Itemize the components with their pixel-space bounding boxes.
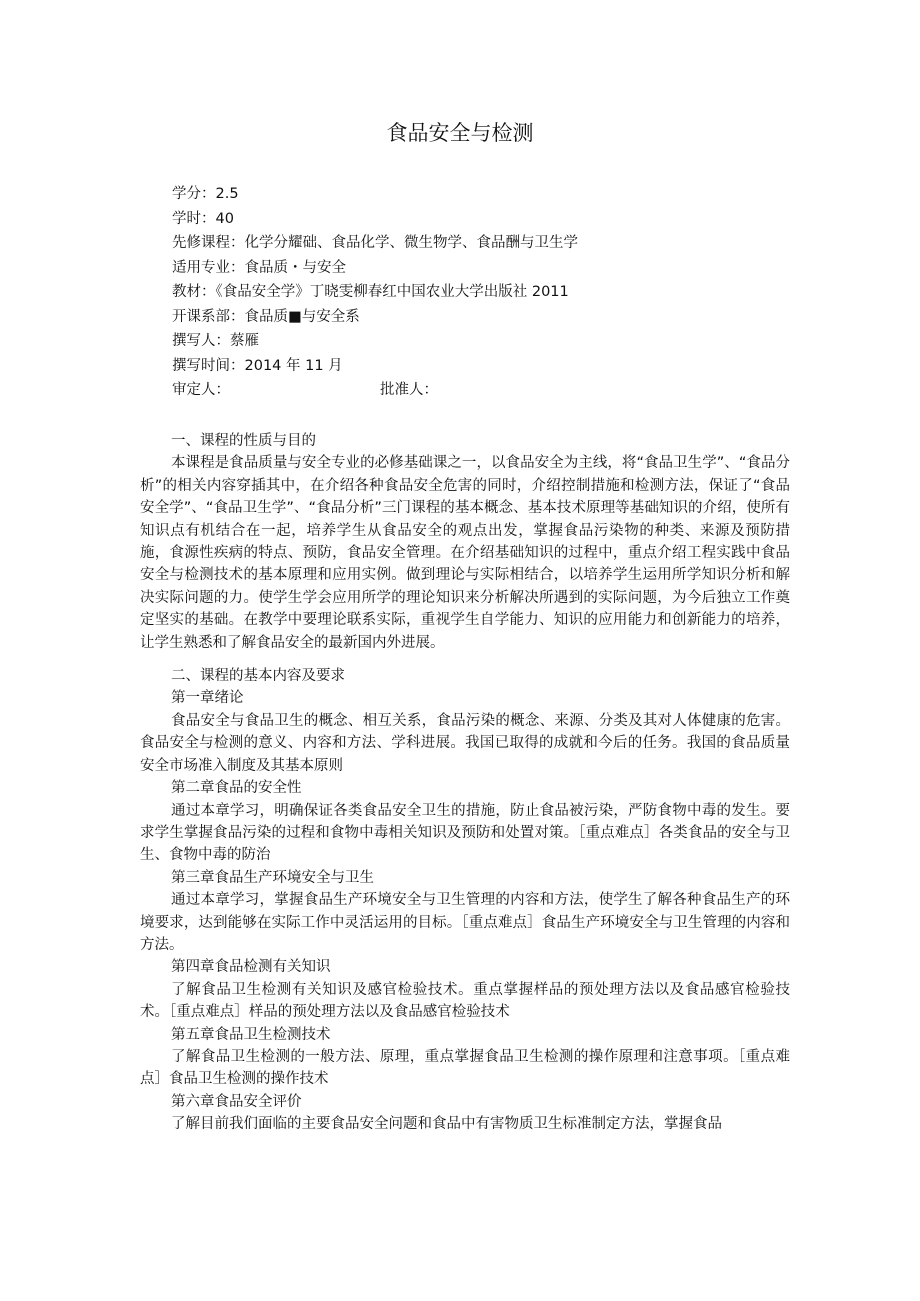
chapter-title: 第四章食品检测有关知识: [171, 959, 331, 976]
chapter-title: 第三章食品生产环境安全与卫生: [171, 869, 374, 886]
author-line: 撰写人：蔡雁: [172, 333, 259, 349]
section-heading: 二、课程的基本内容及要求: [171, 668, 345, 685]
chapter-title: 第一章绪论: [171, 690, 244, 707]
chapter-paragraph: 通过本章学习，明确保证各类食品安全卫生的措施，防止食品被污染，严防食物中毒的发生。要求学生掌握食品污染的过程和食物中毒相关知识及预防和处置对策。［重点难点］各类食品的安全与卫生、食物中毒的防治: [140, 802, 790, 864]
review-approval-line: [172, 378, 578, 403]
document-body: [140, 430, 790, 1136]
chapter-paragraph: 食品安全与食品卫生的概念、相互关系，食品污染的概念、来源、分类及其对人体健康的危害。食品安全与检测的意义、内容和方法、学科进展。我国已取得的成就和今后的任务。我国的食品质量安全市场准入制度及其基本原则: [140, 712, 790, 774]
chapter-title: 第六章食品安全评价: [171, 1093, 302, 1110]
section-heading: 一、课程的性质与目的: [171, 433, 316, 449]
textbook-line: 教材：《食品安全学》丁晓雯柳春红中国农业大学出版社 2011: [172, 284, 569, 300]
course-info-block: [172, 182, 578, 403]
chapter-title: 第五章食品卫生检测技术: [171, 1026, 331, 1043]
section-paragraph: 本课程是食品质量与安全专业的必修基础课之一，以食品安全为主线，将“食品卫生学”、“食品分析”的相关内容穿插其中，在介绍各种食品安全危害的同时，介绍控制措施和检测方法，保证了“食品安全学”、“食品卫生学”、“食品分析”三门课程的基本概念、基本技术原理等基础知识的介绍，使所有知识点有机结合在一起，培养学生从食品安全的观点出发，掌握食品污染物的种类、来源及预防措施，食源性疾病的特点、预防，食品安全管理。在介绍基础知识的过程中，重点介绍工程实践中食品安全与检测技术的基本原理和应用实例。做到理论与实际相结合，以培养学生运用所学知识分析和解决实际问题的力。使学生学会应用所学的理论知识来分析解决所遇到的实际问题，为今后独立工作奠定坚实的基础。在教学中要理论联系实际，重视学生自学能力、知识的应用能力和创新能力的培养，让学生熟悉和了解食品安全的最新国内外进展。: [140, 455, 790, 651]
date-line: 撰写时间：2014 年 11 月: [172, 357, 343, 374]
chapter-title: 第二章食品的安全性: [171, 780, 302, 797]
hours-line: 学时：40: [172, 210, 234, 227]
credit-line: 学分：2.5: [172, 186, 239, 202]
chapter-paragraph: 了解食品卫生检测有关知识及感官检验技术。重点掌握样品的预处理方法以及食品感官检验技术。［重点难点］样品的预处理方法以及食品感官检验技术: [140, 981, 790, 1021]
major-line: 适用专业：食品质・与安全: [172, 259, 346, 276]
reviewer-label: 审定人：: [172, 382, 230, 398]
document-title: 食品安全与检测: [386, 121, 534, 145]
chapter-paragraph: 了解食品卫生检测的一般方法、原理，重点掌握食品卫生检测的操作原理和注意事项。［重点难点］食品卫生检测的操作技术: [140, 1048, 790, 1088]
department-line: 开课系部：食品质■与安全系: [172, 308, 360, 325]
prerequisites-line: 先修课程：化学分耀础、食品化学、微生物学、食品酬与卫生学: [172, 235, 578, 251]
approver-label: 批准人：: [380, 382, 438, 398]
chapter-paragraph: 通过本章学习，掌握食品生产环境安全与卫生管理的内容和方法，使学生了解各种食品生产的环境要求，达到能够在实际工作中灵活运用的目标。［重点难点］食品生产环境安全与卫生管理的内容和方法。: [140, 892, 790, 953]
chapter-paragraph: 了解目前我们面临的主要食品安全问题和食品中有害物质卫生标准制定方法，掌握食品: [171, 1116, 722, 1133]
